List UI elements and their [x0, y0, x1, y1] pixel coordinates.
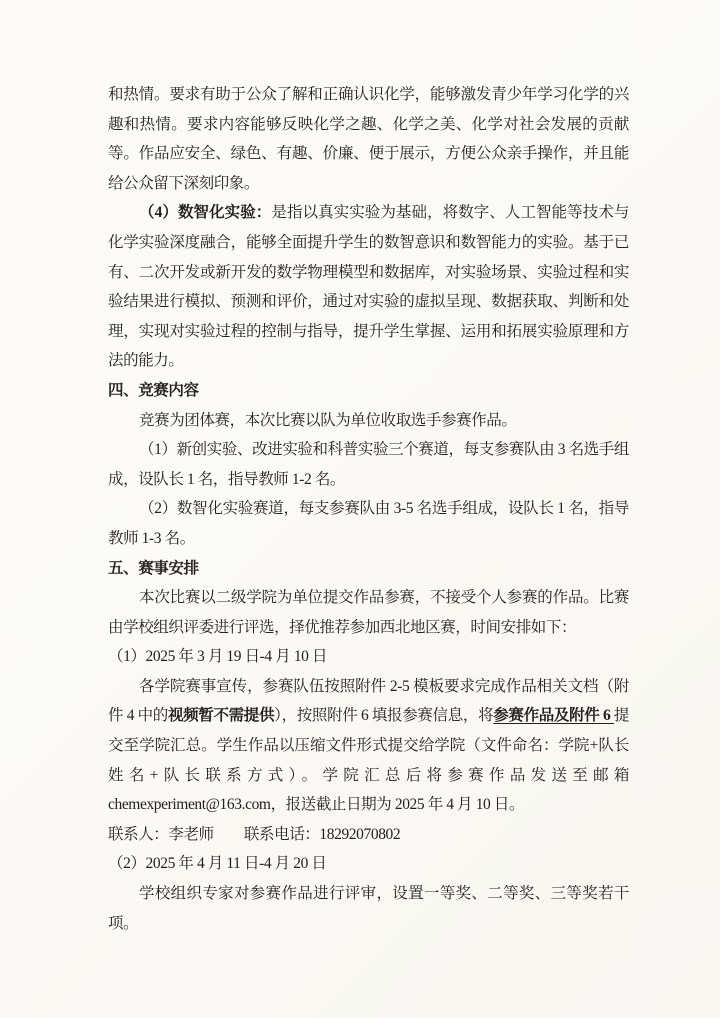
text-run: （2）2025 年 4 月 11 日-4 月 20 日: [108, 855, 327, 873]
text-run: 五、赛事安排: [108, 559, 199, 577]
document-text-area: [108, 80, 629, 938]
section-heading: [108, 554, 629, 584]
paragraph: [108, 849, 629, 879]
text-run: 视频暂不需提供: [167, 707, 275, 725]
text-run: （2）数智化实验赛道，每支参赛队由 3-5 名选手组成，设队长 1 名，指导教师 1-3 名。: [108, 500, 629, 547]
paragraph: [108, 672, 629, 820]
text-run: 四、竞赛内容: [108, 381, 199, 399]
text-run: 联系人：李老师 联系电话：18292070802: [108, 825, 401, 843]
text-run: 提交至学院汇总。学生作品以压缩文件形式提交给学院（文件命名：学院+队长姓名+队长联系方式）。学院汇总后将参赛作品发送至邮箱 chemexperiment@163.com，报送截止日期为 2025 年 4 月 10 日。: [108, 707, 629, 814]
text-run: （1）新创实验、改进实验和科普实验三个赛道，每支参赛队由 3 名选手组成，设队长 1 名，指导教师 1-2 名。: [108, 441, 629, 488]
text-run: 和热情。要求有助于公众了解和正确认识化学，能够激发青少年学习化学的兴趣和热情。要求内容能够反映化学之趣、化学之美、化学对社会发展的贡献等。作品应安全、绿色、有趣、价廉、便于展示，方便公众亲手操作，并且能给公众留下深刻印象。: [108, 86, 629, 192]
paragraph: [108, 583, 629, 642]
text-run: ），按照附件 6 填报参赛信息，将: [274, 707, 494, 725]
paragraph: [108, 198, 629, 376]
text-run: 学校组织专家对参赛作品进行评审，设置一等奖、二等奖、三等奖若干项。: [108, 885, 629, 932]
text-run: （1）2025 年 3 月 19 日-4 月 10 日: [108, 648, 328, 666]
paragraph: [108, 80, 629, 198]
text-run: 各学院赛事宣传，参赛队伍按照附件 2-5 模板要求完成作品相关文档（附件 4 中的: [108, 677, 629, 725]
text-run: 竞赛为团体赛，本次比赛以队为单位收取选手参赛作品。: [139, 411, 517, 429]
section-heading: [108, 376, 629, 406]
paragraph: [108, 879, 629, 938]
text-run: 是指以真实实验为基础，将数字、人工智能等技术与化学实验深度融合，能够全面提升学生的数智意识和数智能力的实验。基于已有、二次开发或新开发的数学物理模型和数据库，对实验场景、实验过程和实验结果进行模拟、预测和评价，通过对实验的虚拟呈现、数据获取、判断和处理，实现对实验过程的控制与指导，提升学生掌握、运用和拓展实验原理和方法的能力。: [108, 204, 629, 370]
paragraph: [108, 435, 629, 494]
paragraph: [108, 642, 629, 672]
text-run: （4）数智化实验：: [139, 204, 272, 222]
paragraph: [108, 494, 629, 553]
text-run: 参赛作品及附件 6: [493, 707, 614, 725]
paragraph: [108, 820, 629, 850]
text-run: 本次比赛以二级学院为单位提交作品参赛，不接受个人参赛的作品。比赛由学校组织评委进行评选，择优推荐参加西北地区赛，时间安排如下：: [108, 589, 629, 636]
paragraph: [108, 406, 629, 436]
